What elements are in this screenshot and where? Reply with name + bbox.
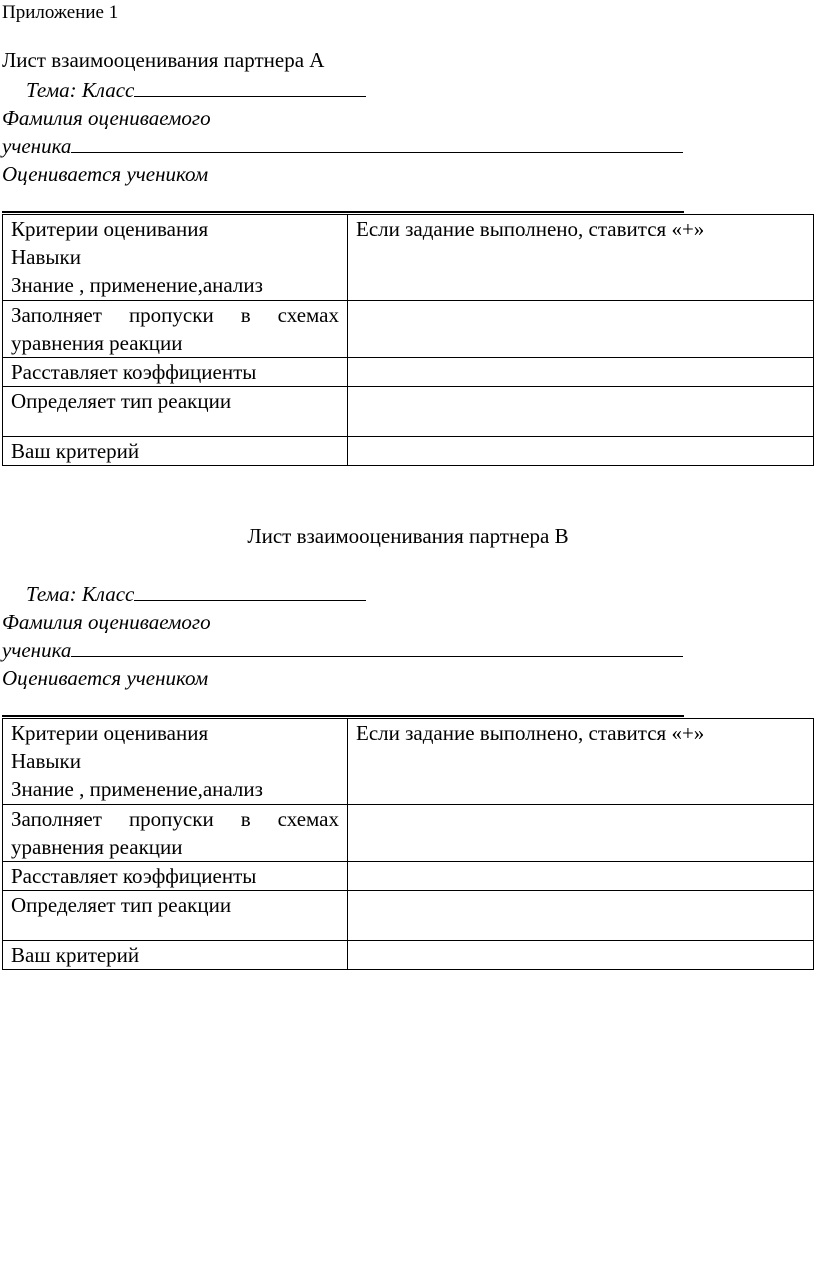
header-mark-label: Если задание выполнено, ставится «+»: [356, 721, 705, 745]
sheet-a-topic-line: [26, 76, 366, 104]
sheet-b-evaluated-by: Оценивается учеником: [2, 666, 209, 690]
mark-cell[interactable]: [348, 862, 814, 891]
sheet-b-evaluator-blank[interactable]: [2, 715, 684, 717]
header-skills-label: Навыки: [11, 749, 81, 773]
header-mark-label: Если задание выполнено, ставится «+»: [356, 217, 705, 241]
sheet-a-student-line: [2, 132, 683, 160]
header-criteria-cell: [3, 719, 348, 805]
criterion-fill-gaps: Заполняет пропуски в схемах уравнения реакции: [3, 805, 348, 862]
sheet-b-title: Лист взаимооценивания партнера В: [247, 524, 569, 548]
appendix-label: Приложение 1: [2, 2, 119, 23]
table-row: [3, 862, 814, 891]
mark-cell[interactable]: [348, 301, 814, 358]
mark-cell[interactable]: [348, 941, 814, 970]
table-header-row: [3, 719, 814, 805]
sheet-b-criteria-table: [2, 718, 814, 970]
criterion-reaction-type: Определяет тип реакции: [3, 891, 348, 941]
header-criteria-cell: [3, 215, 348, 301]
sheet-b-topic-label: Тема: Класс: [26, 582, 135, 606]
criterion-your-own: Ваш критерий: [3, 437, 348, 466]
sheet-a-surname-label: Фамилия оцениваемого: [2, 106, 211, 130]
sheet-a-topic-blank[interactable]: [134, 76, 366, 97]
table-row: [3, 358, 814, 387]
table-header-row: [3, 215, 814, 301]
header-knowledge-label: Знание , применение,анализ: [11, 273, 263, 297]
mark-cell[interactable]: [348, 805, 814, 862]
table-row: [3, 891, 814, 941]
criterion-coefficients: Расставляет коэффициенты: [3, 862, 348, 891]
sheet-b-student-line: [2, 636, 683, 664]
header-mark-cell: [348, 719, 814, 805]
table-row: [3, 387, 814, 437]
sheet-a-evaluator-blank[interactable]: [2, 211, 684, 213]
header-knowledge-label: Знание , применение,анализ: [11, 777, 263, 801]
header-mark-cell: [348, 215, 814, 301]
criterion-fill-gaps: Заполняет пропуски в схемах уравнения реакции: [3, 301, 348, 358]
mark-cell[interactable]: [348, 437, 814, 466]
sheet-a-title: Лист взаимооценивания партнера А: [2, 48, 325, 72]
table-row: [3, 941, 814, 970]
header-criteria-label: Критерии оценивания: [11, 217, 209, 241]
table-row: [3, 805, 814, 862]
sheet-b-student-blank[interactable]: [71, 636, 683, 657]
mark-cell[interactable]: [348, 387, 814, 437]
sheet-b-topic-blank[interactable]: [134, 580, 366, 601]
criterion-reaction-type: Определяет тип реакции: [3, 387, 348, 437]
sheet-b-topic-line: [26, 580, 366, 608]
sheet-a-evaluated-by: Оценивается учеником: [2, 162, 209, 186]
sheet-a-criteria-table: [2, 214, 814, 466]
table-row: [3, 437, 814, 466]
sheet-a-topic-label: Тема: Класс: [26, 78, 135, 102]
header-criteria-label: Критерии оценивания: [11, 721, 209, 745]
criterion-coefficients: Расставляет коэффициенты: [3, 358, 348, 387]
mark-cell[interactable]: [348, 358, 814, 387]
sheet-a-student-label: ученика: [2, 134, 72, 158]
table-row: [3, 301, 814, 358]
mark-cell[interactable]: [348, 891, 814, 941]
criterion-your-own: Ваш критерий: [3, 941, 348, 970]
header-skills-label: Навыки: [11, 245, 81, 269]
sheet-a-student-blank[interactable]: [71, 132, 683, 153]
sheet-b-student-label: ученика: [2, 638, 72, 662]
sheet-b-surname-label: Фамилия оцениваемого: [2, 610, 211, 634]
